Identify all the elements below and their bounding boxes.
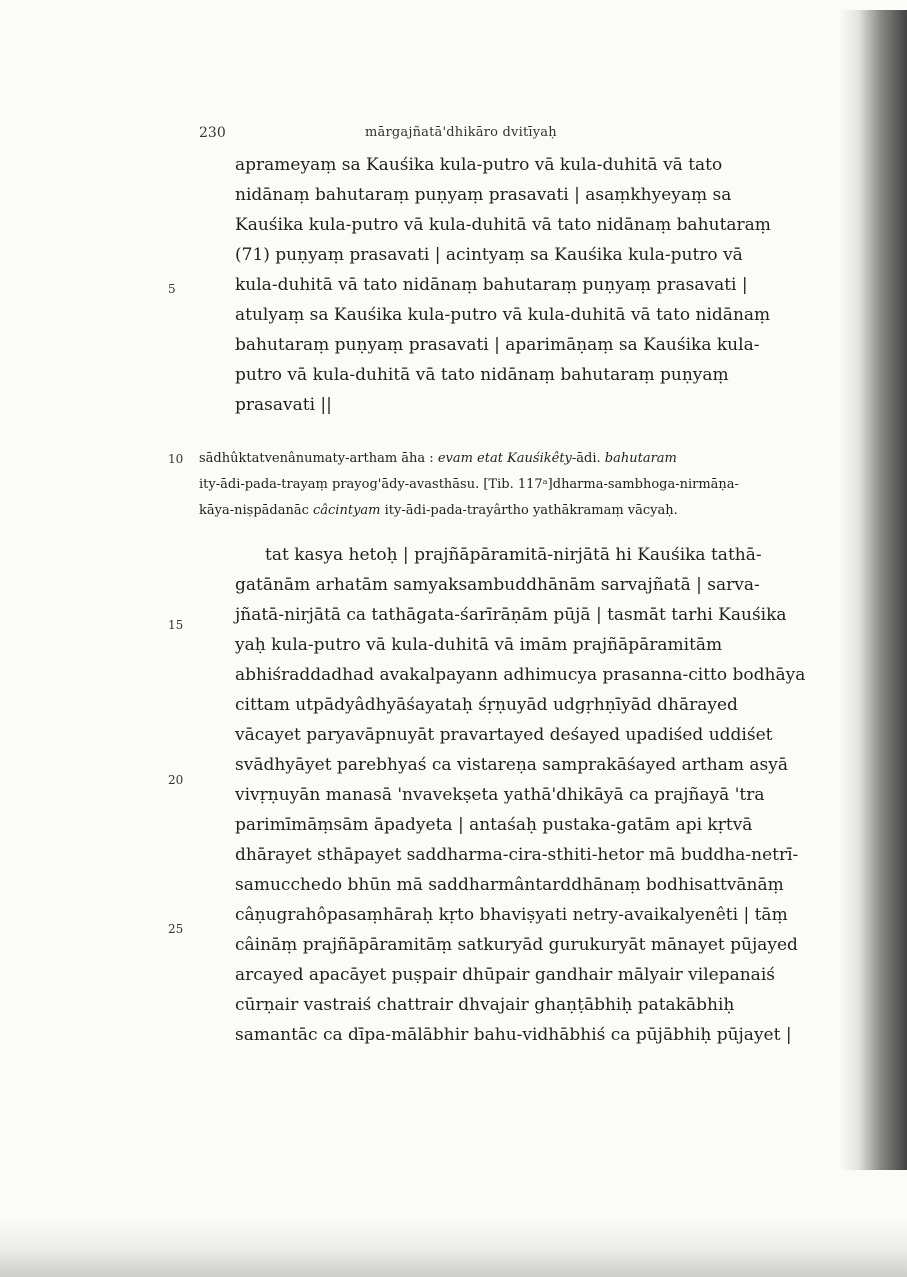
commentary-line-3	[199, 498, 794, 524]
commentary-italic: evam etat Kauśikêty	[437, 451, 572, 466]
text-line: samucchedo bhūn mā saddharmântarddhānaṃ bodhisattvānāṃ	[235, 875, 784, 895]
commentary-text: ity-ādi-pada-trayârtho yathākramaṃ vācyaḥ.	[380, 503, 678, 518]
text-line: kula-duhitā vā tato nidānaṃ bahutaraṃ puṇyaṃ prasavati |	[235, 275, 748, 295]
text-line: bahutaraṃ puṇyaṃ prasavati | aparimāṇaṃ sa Kauśika kula-	[235, 335, 760, 355]
commentary-italic: bahutaram	[604, 451, 677, 466]
text-line: yaḥ kula-putro vā kula-duhitā vā imām prajñāpāramitām	[235, 635, 723, 655]
line-number-10: 10	[168, 452, 184, 466]
text-line: arcayed apacāyet puṣpair dhūpair gandhair mālyair vilepanaiś	[235, 965, 775, 985]
text-line: dhārayet sthāpayet saddharma-cira-sthiti-hetor mā buddha-netrī-	[235, 845, 799, 865]
text-line: putro vā kula-duhitā vā tato nidānaṃ bahutaraṃ puṇyaṃ	[235, 365, 729, 385]
text-line: jñatā-nirjātā ca tathāgata-śarīrāṇām pūjā | tasmāt tarhi Kauśika	[235, 605, 787, 625]
commentary-text: sādhûktatvenânumaty-artham āha :	[199, 451, 438, 466]
text-line: cūrṇair vastraiś chattrair dhvajair ghaṇṭābhiḥ patakābhiḥ	[235, 995, 735, 1015]
text-line: parimīmāṃsām āpadyeta | antaśaḥ pustaka-gatām api kṛtvā	[235, 815, 753, 835]
text-line: Kauśika kula-putro vā kula-duhitā vā tato nidānaṃ bahutaraṃ	[235, 215, 771, 235]
text-line: vivṛṇuyān manasā 'nvavekṣeta yathā'dhikāyā ca prajñayā 'tra	[235, 785, 765, 805]
main-text-block-2	[235, 540, 806, 1050]
text-line: abhiśraddadhad avakalpayann adhimucya prasanna-citto bodhāya	[235, 665, 806, 685]
text-line: tat kasya hetoḥ | prajñāpāramitā-nirjātā hi Kauśika tathā-	[265, 545, 762, 565]
text-line: câṇugrahôpasaṃhāraḥ kṛto bhaviṣyati netry-avaikalyenêti | tāṃ	[235, 905, 788, 925]
line-number-5: 5	[168, 282, 176, 296]
commentary-line-1	[199, 446, 794, 472]
text-line: cittam utpādyâdhyāśayataḥ śṛṇuyād udgṛhṇīyād dhārayed	[235, 695, 738, 715]
commentary-text: kāya-niṣpādanāc	[199, 503, 313, 518]
page-number: 230	[199, 125, 226, 141]
commentary-line-2: ity-ādi-pada-trayaṃ prayog'ādy-avasthāsu. [Tib. 117ᵃ]dharma-sambhoga-nirmāṇa-	[199, 477, 739, 492]
text-line: samantāc ca dīpa-mālābhir bahu-vidhābhiś ca pūjābhiḥ pūjayet |	[235, 1025, 792, 1045]
line-number-15: 15	[168, 618, 184, 632]
text-line: vācayet paryavāpnuyāt pravartayed deśayed upadiśed uddiśet	[235, 725, 773, 745]
text-line: atulyaṃ sa Kauśika kula-putro vā kula-duhitā vā tato nidānaṃ	[235, 305, 771, 325]
commentary-text: -ādi.	[571, 451, 605, 466]
page-edge-shadow	[839, 10, 907, 1170]
page-bottom-shadow	[0, 1217, 907, 1277]
text-line: aprameyaṃ sa Kauśika kula-putro vā kula-duhitā vā tato	[235, 155, 723, 175]
running-head: mārgajñatā'dhikāro dvitīyaḥ	[365, 125, 557, 140]
commentary-block	[199, 446, 794, 524]
text-line: gatānām arhatām samyaksambuddhānām sarvajñatā | sarva-	[235, 575, 760, 595]
text-line: svādhyāyet parebhyaś ca vistareṇa samprakāśayed artham asyā	[235, 755, 788, 775]
text-line: prasavati ||	[235, 395, 332, 415]
text-line: (71) puṇyaṃ prasavati | acintyaṃ sa Kauśika kula-putro vā	[235, 245, 743, 265]
commentary-italic: câcintyam	[313, 503, 381, 518]
main-text-block-1	[235, 150, 771, 420]
line-number-25: 25	[168, 922, 184, 936]
text-line: câināṃ prajñāpāramitāṃ satkuryād gurukuryāt mānayet pūjayed	[235, 935, 798, 955]
text-line: nidānaṃ bahutaraṃ puṇyaṃ prasavati | asaṃkhyeyaṃ sa	[235, 185, 732, 205]
line-number-20: 20	[168, 773, 184, 787]
